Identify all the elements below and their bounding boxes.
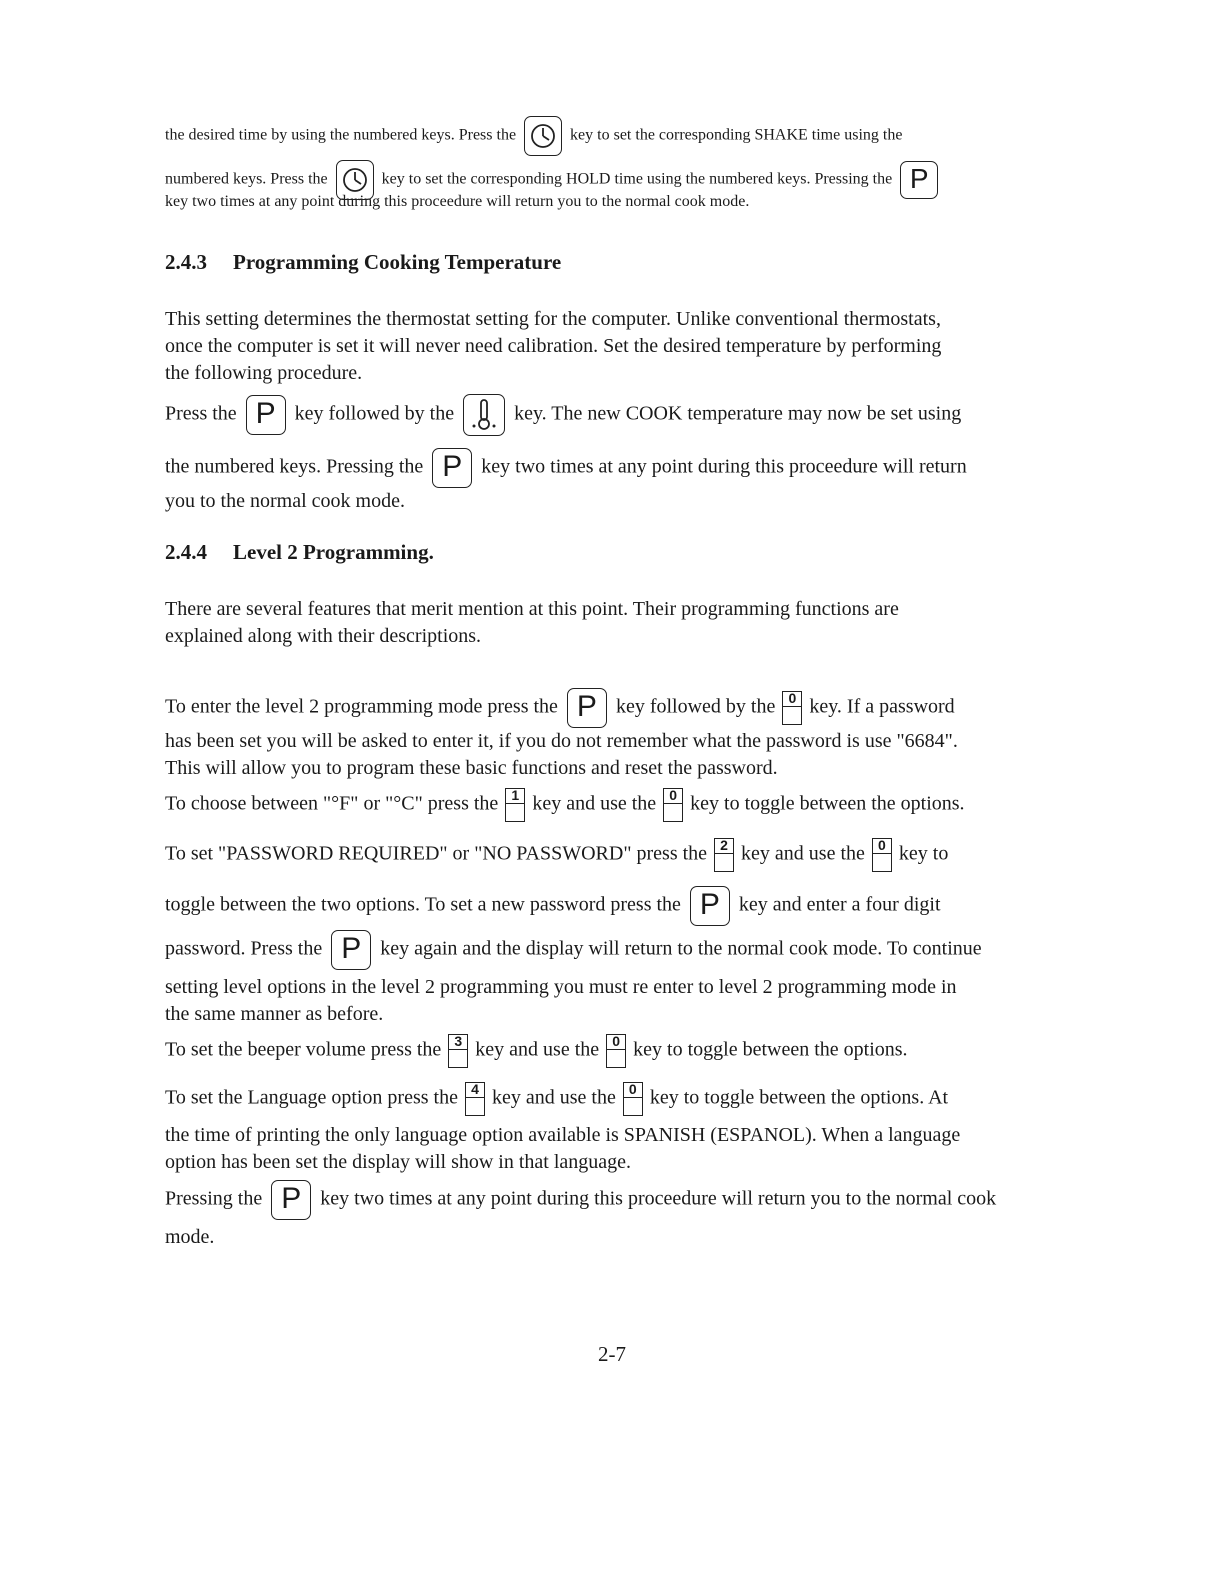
text: password. Press the: [165, 937, 323, 960]
text: To enter the level 2 programming mode press the: [165, 695, 558, 718]
section-number: 2.4.3: [165, 250, 207, 274]
paragraph: [165, 596, 1045, 650]
text: option has been set the display will show in that language.: [165, 1151, 632, 1173]
section-title: Level 2 Programming.: [233, 540, 434, 564]
zero-key-icon: 0: [872, 838, 892, 872]
text: To set the beeper volume press the: [165, 1038, 442, 1061]
program-key-icon: P: [567, 688, 607, 728]
section-heading-2-4-3: [165, 250, 1045, 275]
text: key to toggle between the options.: [633, 1038, 908, 1061]
text: key and use the: [475, 1038, 600, 1061]
zero-key-icon: 0: [782, 691, 802, 725]
program-key-icon: P: [331, 930, 371, 970]
text: key to: [898, 842, 949, 865]
text: the numbered keys. Pressing the: [165, 455, 424, 478]
zero-key-icon: 0: [663, 788, 683, 822]
text: you to the normal cook mode.: [165, 490, 405, 512]
paragraph: [165, 788, 1045, 828]
text: To choose between "°F" or "°C" press the: [165, 792, 499, 815]
thermometer-key-icon: [463, 394, 505, 436]
text: key to toggle between the options. At: [649, 1086, 949, 1109]
text: the following procedure.: [165, 362, 363, 384]
text: the time of printing the only language option available is SPANISH (ESPANOL). When a language: [165, 1124, 961, 1146]
text: key and use the: [491, 1086, 616, 1109]
text: key. The new COOK temperature may now be set using: [514, 402, 962, 425]
text: numbered keys. Press the: [165, 170, 328, 188]
text: key followed by the: [294, 402, 455, 425]
section-title: Programming Cooking Temperature: [233, 250, 562, 274]
text: There are several features that merit mention at this point. Their programming functions are: [165, 598, 899, 620]
text: key to set the corresponding SHAKE time using the: [570, 126, 903, 144]
text: key two times at any point during this proceedure will return you to the normal cook mode.: [165, 193, 750, 210]
paragraph: [165, 1034, 1045, 1074]
text: To set "PASSWORD REQUIRED" or "NO PASSWORD" press the: [165, 842, 708, 865]
paragraph: [165, 838, 1045, 1028]
text: key and use the: [532, 792, 657, 815]
paragraph: [165, 306, 1045, 387]
text: key followed by the: [615, 695, 776, 718]
three-key-icon: 3: [448, 1034, 468, 1068]
text: key to toggle between the options.: [690, 792, 965, 815]
text: This will allow you to program these basic functions and reset the password.: [165, 757, 778, 779]
clock-key-icon: [524, 116, 562, 156]
text: key again and the display will return to the normal cook mode. To continue: [380, 937, 982, 960]
section-number: 2.4.4: [165, 540, 207, 564]
paragraph: [165, 1180, 1045, 1251]
text: To set the Language option press the: [165, 1086, 458, 1109]
text: Press the: [165, 402, 237, 425]
zero-key-icon: 0: [623, 1082, 643, 1116]
text: Pressing the: [165, 1187, 263, 1210]
text: key and use the: [741, 842, 865, 865]
clock-key-icon: [336, 160, 374, 200]
paragraph: [165, 688, 1045, 782]
text: key. If a password: [809, 695, 955, 718]
text: toggle between the two options. To set a new password press the: [165, 893, 681, 916]
text: key and enter a four digit: [738, 893, 941, 916]
four-key-icon: 4: [465, 1082, 485, 1116]
two-key-icon: 2: [714, 838, 734, 872]
program-key-icon: P: [690, 886, 730, 926]
one-key-icon: 1: [505, 788, 525, 822]
text: the desired time by using the numbered keys. Press the: [165, 126, 517, 144]
text: mode.: [165, 1226, 215, 1248]
page-number: 2-7: [598, 1342, 626, 1366]
text: setting level options in the level 2 programming you must re enter to level 2 programming mode in: [165, 976, 957, 998]
text: This setting determines the thermostat setting for the computer. Unlike conventional thermostats,: [165, 308, 941, 330]
text: key to set the corresponding HOLD time using the numbered keys. Pressing the: [381, 170, 893, 188]
zero-key-icon: 0: [606, 1034, 626, 1068]
intro-paragraph: [165, 116, 1045, 214]
section-heading-2-4-4: [165, 540, 1045, 565]
paragraph: [165, 394, 1045, 515]
text: once the computer is set it will never need calibration. Set the desired temperature by performing: [165, 335, 942, 357]
text: key two times at any point during this proceedure will return: [481, 455, 967, 478]
text: explained along with their descriptions.: [165, 625, 482, 647]
text: the same manner as before.: [165, 1003, 384, 1025]
paragraph: [165, 1082, 1045, 1176]
program-key-icon: P: [271, 1180, 311, 1220]
text: has been set you will be asked to enter it, if you do not remember what the password is use "6684".: [165, 730, 958, 752]
program-key-icon: P: [900, 161, 938, 199]
text: key two times at any point during this proceedure will return you to the normal cook: [320, 1187, 997, 1210]
program-key-icon: P: [246, 395, 286, 435]
program-key-icon: P: [432, 448, 472, 488]
